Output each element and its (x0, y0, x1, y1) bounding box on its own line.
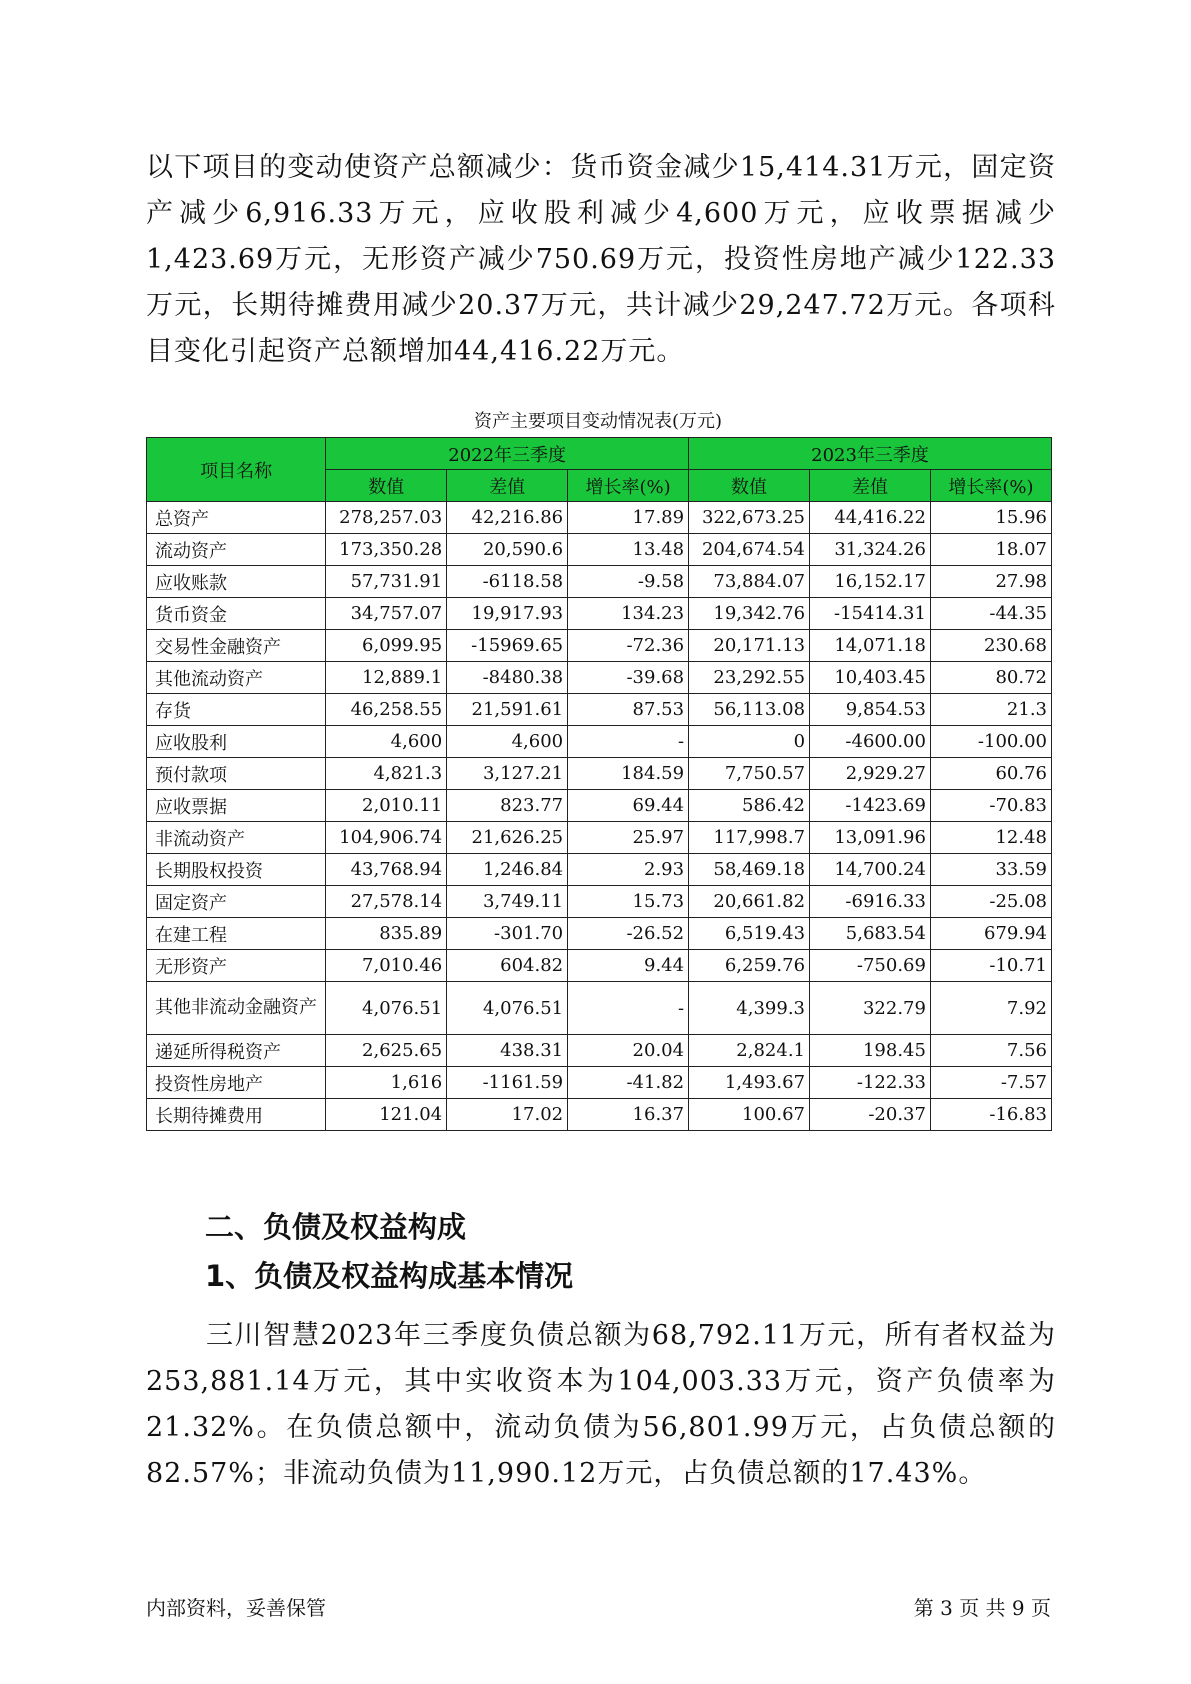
cell-growth-2022: 69.44 (568, 790, 689, 822)
cell-diff-2023: 31,324.26 (810, 534, 931, 566)
cell-growth-2023: 33.59 (930, 854, 1051, 886)
row-item-name: 递延所得税资产 (147, 1035, 326, 1067)
header-value-2022: 数值 (326, 470, 447, 502)
cell-growth-2023: 15.96 (930, 502, 1051, 534)
row-item-name: 预付款项 (147, 758, 326, 790)
row-item-name: 固定资产 (147, 886, 326, 918)
cell-growth-2023: -44.35 (930, 598, 1051, 630)
cell-diff-2022: 604.82 (447, 950, 568, 982)
cell-diff-2022: 3,749.11 (447, 886, 568, 918)
section-heading: 二、负债及权益构成 (205, 1210, 467, 1244)
cell-growth-2023: -70.83 (930, 790, 1051, 822)
cell-diff-2023: -750.69 (810, 950, 931, 982)
cell-growth-2023: 21.3 (930, 694, 1051, 726)
cell-value-2023: 56,113.08 (689, 694, 810, 726)
cell-diff-2022: -301.70 (447, 918, 568, 950)
cell-diff-2022: 42,216.86 (447, 502, 568, 534)
cell-value-2023: 58,469.18 (689, 854, 810, 886)
cell-value-2022: 104,906.74 (326, 822, 447, 854)
cell-value-2023: 4,399.3 (689, 982, 810, 1035)
cell-value-2023: 117,998.7 (689, 822, 810, 854)
cell-growth-2022: 17.89 (568, 502, 689, 534)
cell-growth-2022: 13.48 (568, 534, 689, 566)
cell-value-2023: 23,292.55 (689, 662, 810, 694)
row-item-name: 总资产 (147, 502, 326, 534)
footer-confidential: 内部资料，妥善保管 (146, 1596, 326, 1620)
cell-diff-2022: 1,246.84 (447, 854, 568, 886)
table-row (147, 854, 1052, 886)
cell-value-2022: 4,600 (326, 726, 447, 758)
cell-value-2022: 4,821.3 (326, 758, 447, 790)
table-row (147, 790, 1052, 822)
cell-value-2023: 204,674.54 (689, 534, 810, 566)
row-item-name: 交易性金融资产 (147, 630, 326, 662)
table-row (147, 630, 1052, 662)
table-row (147, 502, 1052, 534)
cell-value-2023: 2,824.1 (689, 1035, 810, 1067)
header-period-2023: 2023年三季度 (689, 438, 1052, 470)
cell-value-2022: 57,731.91 (326, 566, 447, 598)
row-item-name: 非流动资产 (147, 822, 326, 854)
intro-paragraph: 以下项目的变动使资产总额减少：货币资金减少15,414.31万元，固定资产减少6,916.33万元，应收股利减少4,600万元，应收票据减少1,423.69万元，无形资产减少750.69万元，投资性房地产减少122.33万元，长期待摊费用减少20.37万元，共计减少29,247.72万元。各项科目变化引起资产总额增加44,416.22万元。 (146, 152, 1056, 367)
cell-value-2022: 27,578.14 (326, 886, 447, 918)
cell-growth-2022: 16.37 (568, 1099, 689, 1131)
cell-growth-2022: -41.82 (568, 1067, 689, 1099)
cell-growth-2022: -72.36 (568, 630, 689, 662)
cell-value-2023: 6,259.76 (689, 950, 810, 982)
cell-value-2023: 19,342.76 (689, 598, 810, 630)
cell-growth-2023: 27.98 (930, 566, 1051, 598)
cell-growth-2023: 7.56 (930, 1035, 1051, 1067)
row-item-name: 投资性房地产 (147, 1067, 326, 1099)
cell-diff-2022: -6118.58 (447, 566, 568, 598)
cell-growth-2023: 60.76 (930, 758, 1051, 790)
cell-growth-2022: 87.53 (568, 694, 689, 726)
row-item-name: 其他流动资产 (147, 662, 326, 694)
cell-diff-2023: 10,403.45 (810, 662, 931, 694)
cell-diff-2023: 14,071.18 (810, 630, 931, 662)
table-caption: 资产主要项目变动情况表(万元) (473, 411, 723, 432)
cell-value-2022: 2,010.11 (326, 790, 447, 822)
row-item-name: 应收账款 (147, 566, 326, 598)
cell-growth-2023: 18.07 (930, 534, 1051, 566)
cell-value-2022: 173,350.28 (326, 534, 447, 566)
cell-value-2023: 6,519.43 (689, 918, 810, 950)
cell-value-2022: 46,258.55 (326, 694, 447, 726)
row-item-name: 长期股权投资 (147, 854, 326, 886)
table-row (147, 1099, 1052, 1131)
cell-growth-2023: -25.08 (930, 886, 1051, 918)
cell-diff-2022: 438.31 (447, 1035, 568, 1067)
header-value-2023: 数值 (689, 470, 810, 502)
row-item-name: 应收股利 (147, 726, 326, 758)
cell-diff-2022: 17.02 (447, 1099, 568, 1131)
cell-growth-2022: 20.04 (568, 1035, 689, 1067)
table-row (147, 1067, 1052, 1099)
cell-value-2022: 1,616 (326, 1067, 447, 1099)
cell-value-2023: 1,493.67 (689, 1067, 810, 1099)
cell-diff-2022: 21,626.25 (447, 822, 568, 854)
table-row (147, 982, 1052, 1035)
cell-diff-2022: 4,076.51 (447, 982, 568, 1035)
cell-diff-2022: 4,600 (447, 726, 568, 758)
cell-value-2023: 73,884.07 (689, 566, 810, 598)
cell-value-2023: 0 (689, 726, 810, 758)
cell-diff-2023: 9,854.53 (810, 694, 931, 726)
cell-diff-2023: -15414.31 (810, 598, 931, 630)
cell-diff-2023: 2,929.27 (810, 758, 931, 790)
cell-value-2023: 322,673.25 (689, 502, 810, 534)
table-row (147, 662, 1052, 694)
cell-value-2022: 7,010.46 (326, 950, 447, 982)
row-item-name: 其他非流动金融资产 (147, 982, 326, 1035)
header-period-2022: 2022年三季度 (326, 438, 689, 470)
cell-growth-2023: -16.83 (930, 1099, 1051, 1131)
table-row (147, 534, 1052, 566)
cell-diff-2022: 20,590.6 (447, 534, 568, 566)
cell-value-2022: 278,257.03 (326, 502, 447, 534)
cell-diff-2022: 21,591.61 (447, 694, 568, 726)
cell-value-2022: 4,076.51 (326, 982, 447, 1035)
row-item-name: 流动资产 (147, 534, 326, 566)
cell-diff-2023: 16,152.17 (810, 566, 931, 598)
cell-growth-2023: -100.00 (930, 726, 1051, 758)
cell-value-2023: 100.67 (689, 1099, 810, 1131)
table-row (147, 886, 1052, 918)
cell-value-2023: 586.42 (689, 790, 810, 822)
table-row (147, 950, 1052, 982)
cell-value-2022: 43,768.94 (326, 854, 447, 886)
cell-diff-2023: 44,416.22 (810, 502, 931, 534)
header-growth-2023: 增长率(%) (930, 470, 1051, 502)
cell-diff-2022: -1161.59 (447, 1067, 568, 1099)
table-row (147, 822, 1052, 854)
row-item-name: 应收票据 (147, 790, 326, 822)
cell-growth-2022: 134.23 (568, 598, 689, 630)
header-diff-2023: 差值 (810, 470, 931, 502)
cell-diff-2023: 14,700.24 (810, 854, 931, 886)
table-row (147, 598, 1052, 630)
row-item-name: 在建工程 (147, 918, 326, 950)
cell-value-2022: 2,625.65 (326, 1035, 447, 1067)
cell-growth-2023: -10.71 (930, 950, 1051, 982)
row-item-name: 货币资金 (147, 598, 326, 630)
row-item-name: 长期待摊费用 (147, 1099, 326, 1131)
cell-growth-2022: -26.52 (568, 918, 689, 950)
cell-diff-2023: -1423.69 (810, 790, 931, 822)
cell-value-2022: 34,757.07 (326, 598, 447, 630)
cell-growth-2022: 2.93 (568, 854, 689, 886)
cell-diff-2023: -20.37 (810, 1099, 931, 1131)
cell-growth-2022: 184.59 (568, 758, 689, 790)
cell-growth-2022: -39.68 (568, 662, 689, 694)
subsection-heading: 1、负债及权益构成基本情况 (205, 1259, 574, 1293)
cell-diff-2023: 5,683.54 (810, 918, 931, 950)
table-row (147, 918, 1052, 950)
table-row (147, 1035, 1052, 1067)
cell-growth-2023: 12.48 (930, 822, 1051, 854)
cell-diff-2023: 198.45 (810, 1035, 931, 1067)
cell-growth-2023: 7.92 (930, 982, 1051, 1035)
cell-growth-2022: 25.97 (568, 822, 689, 854)
cell-growth-2023: 230.68 (930, 630, 1051, 662)
cell-diff-2022: 3,127.21 (447, 758, 568, 790)
cell-diff-2022: -15969.65 (447, 630, 568, 662)
cell-value-2023: 7,750.57 (689, 758, 810, 790)
table-row (147, 566, 1052, 598)
cell-diff-2023: 322.79 (810, 982, 931, 1035)
cell-growth-2023: -7.57 (930, 1067, 1051, 1099)
cell-value-2023: 20,171.13 (689, 630, 810, 662)
cell-diff-2023: -122.33 (810, 1067, 931, 1099)
cell-growth-2022: 15.73 (568, 886, 689, 918)
cell-diff-2023: 13,091.96 (810, 822, 931, 854)
liability-paragraph: 三川智慧2023年三季度负债总额为68,792.11万元，所有者权益为253,881.14万元，其中实收资本为104,003.33万元，资产负债率为21.32%。在负债总额中，流动负债为56,801.99万元，占负债总额的82.57%；非流动负债为11,990.12万元，占负债总额的17.43%。 (146, 1320, 1056, 1489)
table-body (147, 502, 1052, 1131)
cell-value-2022: 121.04 (326, 1099, 447, 1131)
footer-page-number: 第 3 页 共 9 页 (913, 1596, 1051, 1620)
cell-value-2023: 20,661.82 (689, 886, 810, 918)
cell-value-2022: 6,099.95 (326, 630, 447, 662)
cell-growth-2023: 679.94 (930, 918, 1051, 950)
table-row (147, 726, 1052, 758)
cell-growth-2022: - (568, 982, 689, 1035)
header-growth-2022: 增长率(%) (568, 470, 689, 502)
cell-growth-2023: 80.72 (930, 662, 1051, 694)
cell-growth-2022: - (568, 726, 689, 758)
header-diff-2022: 差值 (447, 470, 568, 502)
cell-diff-2023: -6916.33 (810, 886, 931, 918)
table-row (147, 758, 1052, 790)
row-item-name: 无形资产 (147, 950, 326, 982)
cell-diff-2022: -8480.38 (447, 662, 568, 694)
cell-growth-2022: -9.58 (568, 566, 689, 598)
cell-diff-2022: 19,917.93 (447, 598, 568, 630)
table-row (147, 694, 1052, 726)
cell-diff-2022: 823.77 (447, 790, 568, 822)
cell-value-2022: 12,889.1 (326, 662, 447, 694)
asset-change-table (146, 437, 1052, 1131)
cell-growth-2022: 9.44 (568, 950, 689, 982)
cell-diff-2023: -4600.00 (810, 726, 931, 758)
cell-value-2022: 835.89 (326, 918, 447, 950)
header-item-name: 项目名称 (147, 438, 326, 502)
row-item-name: 存货 (147, 694, 326, 726)
